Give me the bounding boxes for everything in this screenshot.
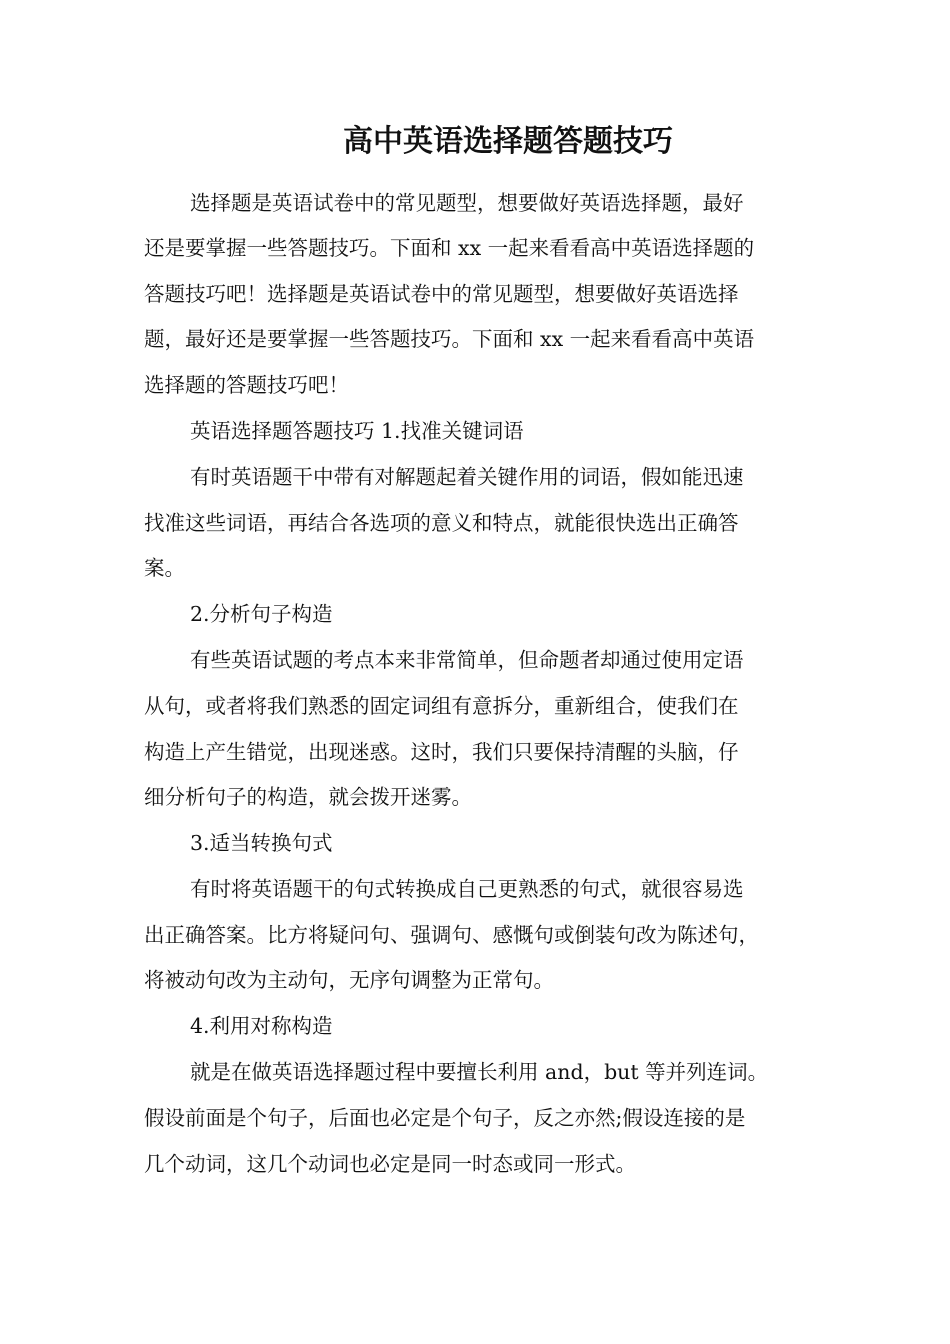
paragraph-line: 答题技巧吧！选择题是英语试卷中的常见题型，想要做好英语选择 [144, 282, 739, 306]
paragraph-line: 选择题是英语试卷中的常见题型，想要做好英语选择题，最好 [190, 191, 744, 215]
paragraph-line: 细分析句子的构造，就会拨开迷雾。 [144, 785, 472, 809]
paragraph-line: 题，最好还是要掌握一些答题技巧。下面和 xx 一起来看看高中英语 [144, 327, 755, 351]
section-heading: 4.利用对称构造 [190, 1014, 333, 1038]
section-heading: 3.适当转换句式 [190, 831, 333, 855]
paragraph-line: 选择题的答题技巧吧！ [144, 373, 349, 397]
document-title: 高中英语选择题答题技巧 [343, 124, 673, 159]
paragraph-line: 从句，或者将我们熟悉的固定词组有意拆分，重新组合，使我们在 [144, 694, 739, 718]
paragraph-line: 将被动句改为主动句，无序句调整为正常句。 [144, 968, 554, 992]
paragraph-line: 出正确答案。比方将疑问句、强调句、感慨句或倒装句改为陈述句， [144, 923, 759, 947]
paragraph-line: 有些英语试题的考点本来非常简单，但命题者却通过使用定语 [190, 648, 744, 672]
paragraph-line: 几个动词，这几个动词也必定是同一时态或同一形式。 [144, 1152, 636, 1176]
paragraph-line: 案。 [144, 556, 185, 580]
paragraph-line: 有时将英语题干的句式转换成自己更熟悉的句式，就很容易选 [190, 877, 744, 901]
paragraph-line: 构造上产生错觉，出现迷惑。这时，我们只要保持清醒的头脑，仔 [144, 740, 739, 764]
paragraph-line: 有时英语题干中带有对解题起着关键作用的词语，假如能迅速 [190, 465, 744, 489]
paragraph-line: 还是要掌握一些答题技巧。下面和 xx 一起来看看高中英语选择题的 [144, 236, 755, 260]
section-heading: 英语选择题答题技巧 1.找准关键词语 [190, 419, 524, 443]
paragraph-line: 就是在做英语选择题过程中要擅长利用 and，but 等并列连词。 [190, 1060, 769, 1084]
paragraph-line: 假设前面是个句子，后面也必定是个句子，反之亦然;假设连接的是 [144, 1106, 746, 1130]
paragraph-line: 找准这些词语，再结合各选项的意义和特点，就能很快选出正确答 [144, 511, 739, 535]
section-heading: 2.分析句子构造 [190, 602, 333, 626]
